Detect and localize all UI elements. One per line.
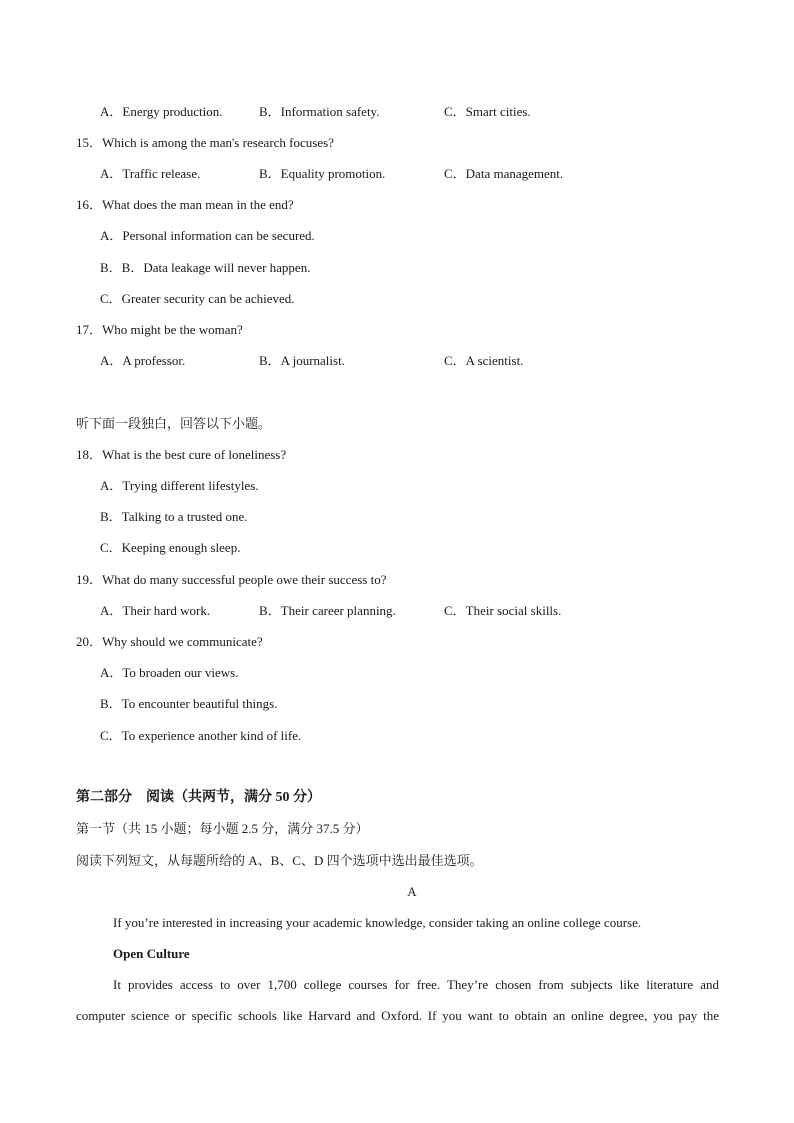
q15-stem: 15．Which is among the man's research focuses? [76,135,334,150]
q14-option-a: A．Energy production. [100,104,223,119]
q16-option-a: A．Personal information can be secured. [100,228,315,243]
q15-option-b: B．Equality promotion. [259,166,386,181]
q17-option-b: B．A journalist. [259,353,345,368]
q17-stem: 17．Who might be the woman? [76,322,243,337]
section1-heading: 第一节（共 15 小题；每小题 2.5 分，满分 37.5 分） [76,821,369,836]
q20-stem: 20．Why should we communicate? [76,634,263,649]
passage-line-1: It provides access to over 1,700 college courses for free. They’re chosen from subjects like literature and [113,977,719,992]
reading-instruction: 阅读下列短文，从每题所给的 A、B、C、D 四个选项中选出最佳选项。 [76,853,483,868]
q18-option-b: B．Talking to a trusted one. [100,509,248,524]
passage-letter: A [407,884,417,899]
q17-option-a: A．A professor. [100,353,186,368]
passage-subheading: Open Culture [113,946,190,961]
q20-option-b: B．To encounter beautiful things. [100,696,278,711]
q15-option-c: C．Data management. [444,166,564,181]
q18-stem: 18．What is the best cure of loneliness? [76,447,287,462]
q15-option-a: A．Traffic release. [100,166,201,181]
q20-option-a: A．To broaden our views. [100,665,239,680]
q16-option-c: C．Greater security can be achieved. [100,291,295,306]
q17-option-c: C．A scientist. [444,353,524,368]
q16-option-b: B．B．Data leakage will never happen. [100,260,311,275]
q18-option-a: A．Trying different lifestyles. [100,478,259,493]
passage-intro: If you’re interested in increasing your academic knowledge, consider taking an online college course. [113,915,642,930]
q19-stem: 19．What do many successful people owe their success to? [76,572,387,587]
q20-option-c: C．To experience another kind of life. [100,728,302,743]
part2-heading: 第二部分 阅读（共两节，满分 50 分） [76,790,321,805]
q19-option-a: A．Their hard work. [100,603,211,618]
monologue-instruction: 听下面一段独白，回答以下小题。 [76,416,272,431]
q14-option-c: C．Smart cities. [444,104,531,119]
q19-option-c: C．Their social skills. [444,603,562,618]
passage-line-2: computer science or specific schools like Harvard and Oxford. If you want to obtain an online degree, you pay the [76,1008,719,1023]
q14-option-b: B．Information safety. [259,104,380,119]
q16-stem: 16．What does the man mean in the end? [76,197,294,212]
q18-option-c: C．Keeping enough sleep. [100,540,241,555]
q19-option-b: B．Their career planning. [259,603,396,618]
